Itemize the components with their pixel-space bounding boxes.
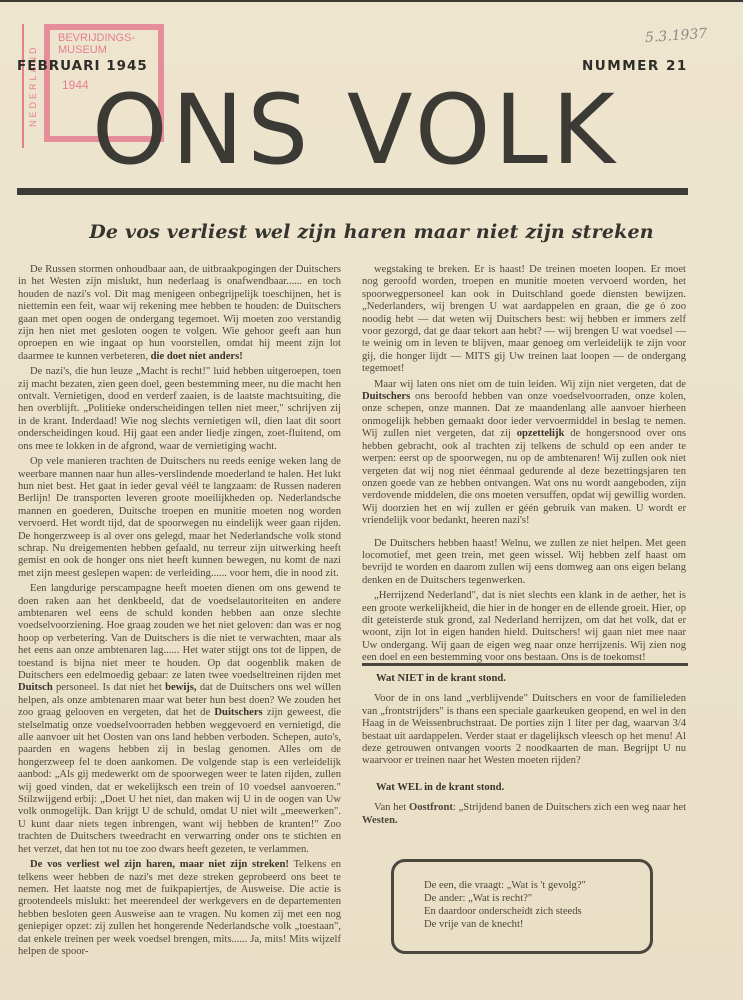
right-column (362, 264, 686, 664)
poem-line: De vrije van de knecht! (424, 919, 524, 930)
stamp-line-2: MUSEUM (58, 44, 107, 56)
emphasis: Duitsch (18, 682, 53, 694)
emphasis: De vos verliest wel zijn haren, maar niet zijn streken! (30, 859, 289, 871)
text: : „Strijdend banen de Duitschers zich een weg naar het (452, 802, 687, 814)
niet-body: Voor de in ons land „verblijvende" Duitschers en voor de familieleden van „frontstrijders" is thans een speciale gaarkeuken geopend, en wel in den Haag in de Weissenbruchstraat. De porties zijn 1 liter per dag, waarvan 3/4 bestaat uit aardappelen. Verder staat er dagelijksch vleesch op het menu! Al deze getrouwen ontvangen voorts 2 noodkaarten de man. Begrijpt U nu waarvoor er treinen naar het Westen moeten rijden? (362, 693, 686, 767)
paragraph: „Herrijzend Nederland", dat is niet slechts een klank in de aether, het is een groote werkelijkheid, die hier in de honger en de ellende groeit. Hier, op dit geteisterde stuk grond, zal Nederland herrijzen, om dat het volk, dat er woont, zijn lot in eigen handen hield. Duitschers! wij gaan niet mee naar Uw ondergang. Wij gaan de eigen weg naar onze herrijzenis. Wij zien nog een doel en een bestemming voor ons bestaan. Ons is de toekomst! (362, 590, 686, 664)
handwritten-note: 5.3.1937 (644, 25, 708, 47)
paragraph (18, 859, 341, 958)
paragraph: De Duitschers hebben haast! Welnu, we zullen ze niet helpen. Met geen locomotief, met geen trein, met geen wissel. Wij hebben zelf haast om bevrijd te worden en daarom zullen wij eens domweg aan ons eigen belang denken en de Duitschers tegenwerken. (362, 537, 686, 586)
emphasis: opzettelijk (516, 428, 565, 440)
text: ons beroofd hebben van onze voedselvoorraden, onze kolen, onze schepen, onze mannen. Dat ze maandenlang alle aanvoer hierheen onmogelijk hebben gemaakt door ieder vervoermiddel in beslag te nemen. Wij zullen niet vergeten, dat zij (362, 391, 686, 440)
text: personeel. Is dat niet het (52, 682, 166, 694)
emphasis: Duitschers (362, 391, 411, 403)
wel-heading: Wat WEL in de krant stond. (376, 781, 505, 793)
masthead-rule (17, 188, 688, 195)
emphasis: Westen. (362, 814, 398, 826)
text: zijn geweest, die stelselmatig onze voedselvoorraden hebben weggevoerd en vernietigd, die alle aanvoer uit het Oosten van ons land hebben verboden. Schepen, auto's, paarden en wagens hebben zij in beslag genomen. Alles om de hongerzweep fel te doen aankomen. De volgende stap is een verleidelijk aanbod: „Als gij medewerkt om de spoorwegen weer te laten rijden, zullen wij goed vinden, dat er wekelijksch een trein of 10 voedsel aanvoeren." Stilzwijgend erbij: „Doet U het niet, dan maken wij U in de oogen van Uw volk onmogelijk. Dan krijgt U de schuld, omdat U niet wilt „meewerken". U kunt daar niets tegen inbrengen, want wij hebben de kranten!" Zoo trachten de Duitschers tweedracht en verwarring onder ons te stichten en het verzet, dat hen tot nu toe zoo dwars heeft gezeten, te verlammen. (18, 707, 341, 855)
paragraph (18, 264, 341, 363)
poem-line: De ander: „Wat is recht?" (424, 893, 533, 904)
poem-box (391, 859, 653, 954)
text: De Russen stormen onhoudbaar aan, de uitbraakpogingen der Duitschers in het Westen zijn mislukt, hun nederlaag is onafwendbaar...... en toch houden de nazi's vol. Dit mag menigeen onbegrijpelijk toeschijnen, het is niettemin een feit, waar wij rekening mee hebben te houden: de Duitschers gaan met open oogen de ondergang tegemoet. Wij moeten zoo verstandig zijn hen niet met gesloten oogen te volgen. Wie gehoor geeft aan hun oproepen en wie ingaat op hun voorstellen, omdat hij meent zijn lot daarmee te kunnen verbeteren, (18, 264, 341, 362)
paragraph (18, 583, 341, 856)
paragraph (362, 379, 686, 528)
niet-heading: Wat NIET in de krant stond. (376, 673, 506, 684)
poem-line: De een, die vraagt: „Wat is 't gevolg?" (424, 880, 586, 891)
text: dat de Duitschers ons wel willen helpen, als onze ambtenaren maar wat beter hun best doen? We zouden het zoo graag gelooven en vergeten, dat het de (18, 682, 341, 719)
masthead-title: ONS VOLK (92, 74, 619, 186)
section-divider (362, 663, 688, 666)
krant-sections (362, 673, 686, 853)
text: Maar wij laten ons niet om de tuin leiden. Wij zijn niet vergeten, dat de (374, 378, 686, 390)
left-column (18, 264, 341, 964)
text: de hongersnood over ons hebben gebracht, ook al trachten zij telkens de schuld op een ander te werpen: eerst op de spoorwegen, nu op de ambtenaren! Wij zullen ook niet vergeten dat wij nog niet éénmaal gedurende al deze bezettingsjaren ten onzen goede van ze hebben ontvangen. Wat ons nu wordt aangeboden, zijn verdovende middelen, die ons moeten versuffen, opdat wij gewillig worden. Wij doorzien het en wij zullen er géén gebruik van maken. U wordt er vriendelijk voor bedankt, heeren nazi's! (362, 428, 686, 527)
stamp-vertical-text: NEDERLAND (22, 24, 42, 148)
stamp-line-1: BEVRIJDINGS- (58, 32, 136, 44)
paragraph: wegstaking te breken. Er is haast! De treinen moeten loopen. Er moet nog geroofd worden, troepen en munitie moeten vervoerd worden, het spoorwegpersoneel kan ook in Duitschland goede diensten bewijzen. „Nederlanders, wij brengen U wat aardappelen en graan, die ge ó zoo noodig hebt — dat weten wij Duitschers best: wij hebben er immers zelf voor gezorgd, dat ge daar tekort aan hebt? — wij brengen U wat voedsel — te weinig om in leven te blijven, maar genoeg om verleidelijk te zijn voor gij, die honger lijdt — MITS gij Uw treinen laat loopen — de ondergang tegemoet! (362, 264, 686, 375)
issue-date: FEBRUARI 1945 (17, 58, 148, 74)
paragraph: Op vele manieren trachten de Duitschers nu reeds eenige weken lang de weerbare mannen naar hun alles-verslindende moederland te halen. Het lukt hun niet best. Het gaat in ieder geval véél te langzaam: de Russen naderen Berlijn! De transporten leveren groote moeilijkheden op. Nederlandsche mannen en goederen, Duitsche troepen en munitie moeten nog worden vervoerd. Het wordt tijd, dat de spoorwegen nu eindelijk weer gaan rijden. De hongerzweep is al over ons gelegd, maar het Nederlandsche volk stond schrap. Nu dreigementen hebben gefaald, nu terreur zijn uitwerking heeft gemist en ook de honger ons niet heeft kunnen bewegen, nu komt de nazi met zijn meest geslepen wapen: de verleiding...... voor hem, die in nood zit. (18, 456, 341, 579)
text: Telkens en telkens weer hebben de nazi's met deze streken geprobeerd ons beet te nemen. Het laatste nog met de fuikpapiertjes, de Ausweise. Die actie is grootendeels mislukt: het meerendeel der werkgevers en de departementen hebben besloten geen Ausweise aan te vragen. Nu komen zij met een nog geniepiger opzet: zij zullen het hongerende Nederlandsche volk „toestaan", dat enkele treinen per week voedsel brengen, mits...... Ja, mits! Mits wijzelf helpen de spoor- (18, 859, 341, 957)
emphasis: Oostfront (408, 802, 453, 814)
paragraph: De nazi's, die hun leuze „Macht is recht!" luid hebben uitgeroepen, toen zij macht bezaten, zien geen doel, geen bestemming meer, nu die macht hen ontvalt. Vernietigen, dood en verderf zaaien, is de laatste machtsuiting, die hen overblijft. „Politieke onderscheidingen tellen niet meer," schrijven zij in de krant. Inderdaad! Wie nog slechts vernietigen wil, dien laat dit soort onderscheidingen koud. Hij gaat een ander liedje zingen, zoet-fluitend, om ons mee te lokken in de afgrond, waar de vernietiging wacht. (18, 366, 341, 452)
poem-line: En daardoor onderscheidt zich steeds (424, 906, 582, 917)
wel-body (362, 802, 686, 827)
stamp-text (58, 32, 135, 56)
emphasis: die doet niet anders! (150, 350, 243, 362)
text: Van het (374, 802, 409, 814)
headline: De vos verliest wel zijn haren maar niet zijn streken (89, 221, 654, 243)
emphasis: bewijs, (165, 682, 197, 694)
emphasis: Duitschers (214, 707, 263, 719)
text: Een langdurige perscampagne heeft moeten dienen om ons gewend te doen raken aan het denkbeeld, dat de voedselautoriteiten en andere ambtenaren wel eens de schuld konden hebben aan onze slechte voedselvoorziening. Hoe graag zouden we het niet geloven: dan was er nog hoop op verbetering. Van de Duitschers is die niet te verwachten, maar als het eens aan onze ambtenaren lag...... Het water stijgt ons tot de lippen, de toestand is bijna niet meer te houden. Op dat oogenblik maken de Duitschers een edelmoedig gebaar: ze laten twee voedseltreinen rijden met (18, 583, 341, 681)
stamp-year: 1944 (62, 78, 89, 92)
issue-number: NUMMER 21 (582, 58, 688, 74)
